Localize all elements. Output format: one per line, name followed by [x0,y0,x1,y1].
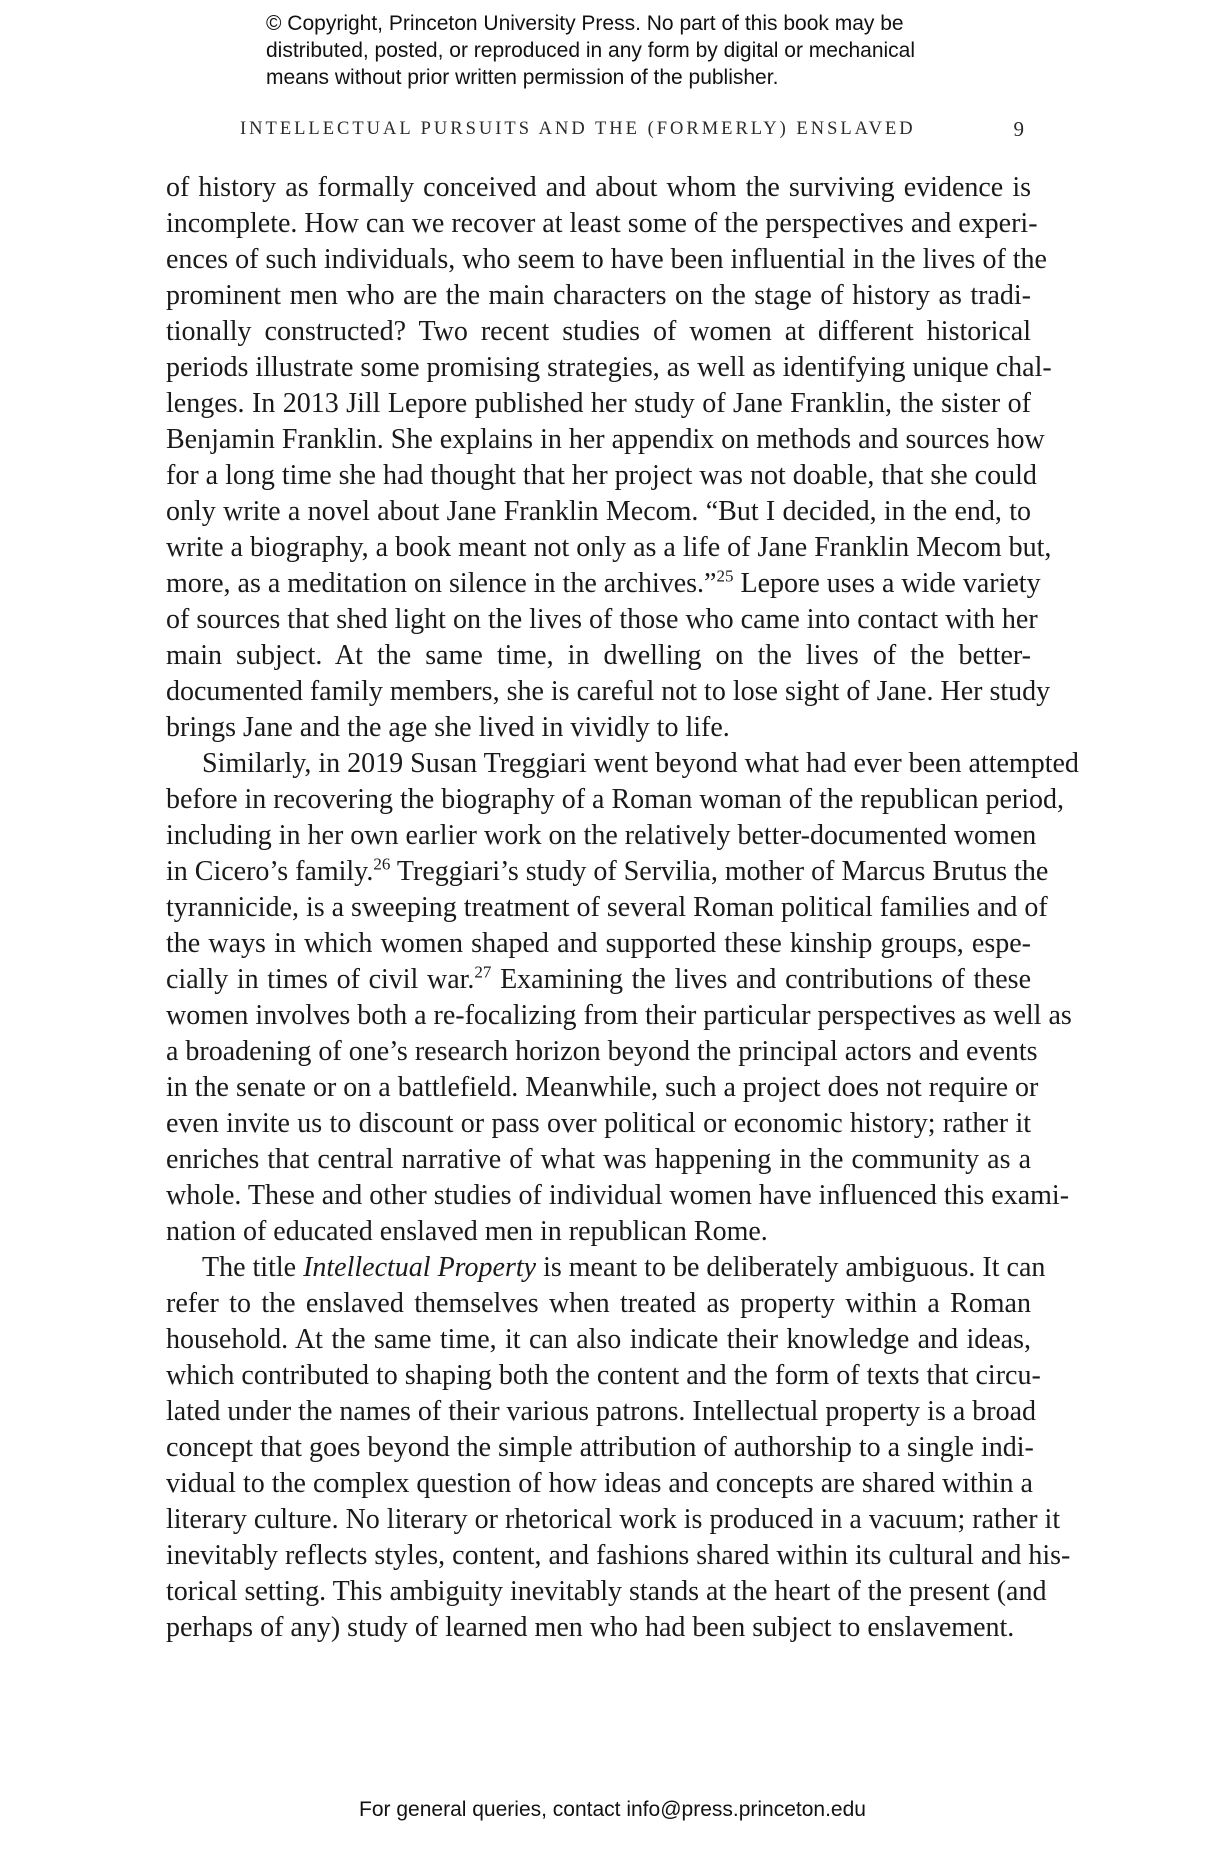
text-line: write a biography, a book meant not only as a life of Jane Franklin Mecom but, [166,532,1052,563]
text-line: Benjamin Franklin. She explains in her appendix on methods and sources how [166,424,1045,455]
text-line: tionally constructed? Two recent studies of women at different historical [166,316,1031,347]
footer-contact: For general queries, contact info@press.princeton.edu [359,1798,866,1821]
text-line: only write a novel about Jane Franklin Mecom. “But I decided, in the end, to [166,496,1031,527]
text-line: literary culture. No literary or rhetorical work is produced in a vacuum; rather it [166,1504,1061,1535]
footnote-marker[interactable]: 25 [716,566,734,586]
text-line: documented family members, she is careful not to lose sight of Jane. Her study [166,676,1051,707]
text-line: before in recovering the biography of a Roman woman of the republican period, [166,784,1065,815]
text-line: which contributed to shaping both the content and the form of texts that circu- [166,1360,1041,1391]
copyright-notice [266,10,1026,91]
text-line: the ways in which women shaped and supported these kinship groups, espe- [166,928,1031,959]
text-fragment: Lepore uses a wide variety [733,568,1041,599]
text-line: perhaps of any) study of learned men who had been subject to enslavement. [166,1612,1015,1643]
text-fragment: Examining the lives and contributions of these [491,964,1031,995]
text-line: of sources that shed light on the lives of those who came into contact with her [166,604,1038,635]
text-line: ences of such individuals, who seem to have been influential in the lives of the [166,244,1047,275]
text-line: in the senate or on a battlefield. Meanwhile, such a project does not require or [166,1072,1039,1103]
page-number: 9 [1013,116,1024,141]
text-line [166,962,1031,998]
text-fragment: more, as a meditation on silence in the archives.” [166,568,717,599]
text-line: even invite us to discount or pass over political or economic history; rather it [166,1108,1031,1139]
text-line: lated under the names of their various patrons. Intellectual property is a broad [166,1396,1037,1427]
text-line: women involves both a re-focalizing from their particular perspectives as well as [166,1000,1072,1031]
text-line [166,854,1049,890]
text-line: enriches that central narrative of what was happening in the community as a [166,1144,1031,1175]
text-line: refer to the enslaved themselves when treated as property within a Roman [166,1288,1031,1319]
text-line: concept that goes beyond the simple attribution of authorship to a single indi- [166,1432,1034,1463]
text-line [166,1250,1046,1286]
text-line: incomplete. How can we recover at least some of the perspectives and experi- [166,208,1038,239]
text-line: a broadening of one’s research horizon beyond the principal actors and events [166,1036,1038,1067]
text-fragment: is meant to be deliberately ambiguous. It can [536,1252,1046,1283]
text-line: whole. These and other studies of individual women have influenced this exami- [166,1180,1070,1211]
text-line: main subject. At the same time, in dwelling on the lives of the better- [166,640,1031,671]
text-line: brings Jane and the age she lived in vividly to life. [166,712,730,743]
text-line: Similarly, in 2019 Susan Treggiari went beyond what had ever been attempted [202,748,1079,779]
text-fragment: The title [202,1252,304,1283]
text-line: torical setting. This ambiguity inevitably stands at the heart of the present (and [166,1576,1047,1607]
text-line: periods illustrate some promising strategies, as well as identifying unique chal- [166,352,1052,383]
text-line: nation of educated enslaved men in republican Rome. [166,1216,768,1247]
text-line: inevitably reflects styles, content, and fashions shared within its cultural and his- [166,1540,1071,1571]
footnote-marker[interactable]: 27 [474,962,492,982]
body-text [166,170,1079,1646]
text-line: household. At the same time, it can also indicate their knowledge and ideas, [166,1324,1031,1355]
footnote-marker[interactable]: 26 [373,854,391,874]
text-line: lenges. In 2013 Jill Lepore published her study of Jane Franklin, the sister of [166,388,1031,419]
book-title: Intellectual Property [303,1252,537,1283]
running-head-title: INTELLECTUAL PURSUITS AND THE (FORMERLY) ENSLAVED [240,118,916,139]
text-line: including in her own earlier work on the relatively better-documented women [166,820,1037,851]
text-line: for a long time she had thought that her project was not doable, that she could [166,460,1037,491]
text-line: prominent men who are the main characters on the stage of history as tradi- [166,280,1031,311]
text-fragment: cially in times of civil war. [166,964,475,995]
running-head [166,114,1024,144]
text-fragment: in Cicero’s family. [166,856,374,887]
text-line: vidual to the complex question of how ideas and concepts are shared within a [166,1468,1033,1499]
text-line [166,566,1041,602]
copyright-line: distributed, posted, or reproduced in any form by digital or mechanical [266,39,916,62]
text-fragment: Treggiari’s study of Servilia, mother of Marcus Brutus the [390,856,1049,887]
copyright-line: © Copyright, Princeton University Press. No part of this book may be [266,12,904,35]
text-line: of history as formally conceived and about whom the surviving evidence is [166,172,1031,203]
copyright-line: means without prior written permission of the publisher. [266,66,779,89]
text-line: tyrannicide, is a sweeping treatment of several Roman political families and of [166,892,1048,923]
